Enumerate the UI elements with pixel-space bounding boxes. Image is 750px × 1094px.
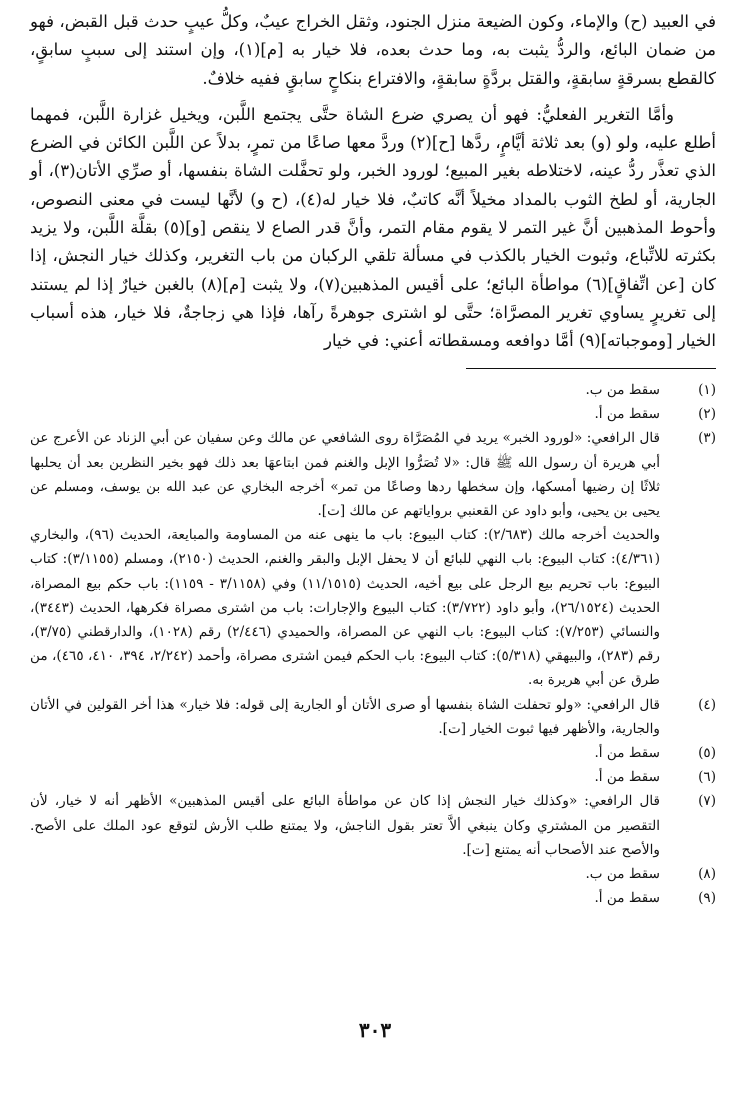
footnote-text: قال الرافعي: «وكذلك خيار النجش إذا كان عن مواطأة البائع على أقيس المذهبين» الأظهر أنه لا خيار، لأن التقصير من المشتري وكان ينبغي ألاَّ تعتر بقول الناجش، ولا يمتنع طلب الأرش لتوقع عود الملك على الأصح. والأصح عند الأصحاب أنه يمتنع [ت]. <box>30 793 660 858</box>
footnote-text: سقط من ب. <box>585 866 660 883</box>
footnote <box>30 765 716 789</box>
footnote-text: سقط من أ. <box>594 406 660 423</box>
footnote-number: (٢) <box>698 406 716 423</box>
footnote-separator <box>466 368 716 369</box>
footnote <box>30 886 716 910</box>
footnote <box>30 741 716 765</box>
footnote-number: (٥) <box>698 745 716 762</box>
footnote-number: (٨) <box>698 866 716 883</box>
page-number: ٣٠٣ <box>358 1018 392 1042</box>
footnote-text: سقط من أ. <box>594 890 660 907</box>
footnote-number: (٣) <box>698 430 716 447</box>
footnote-number: (٩) <box>698 890 716 907</box>
footnote-text: قال الرافعي: «ولو تحفلت الشاة بنفسها أو صرى الأتان أو الجارية إلى قوله: فلا خيار» هذا أخر القولين في الأتان والجارية، والأظهر فيها ثبوت الخيار [ت]. <box>30 696 660 737</box>
main-paragraph-1: في العبيد (ح) والإماء، وكون الضيعة منزل الجنود، وثقل الخراج عيبٌ، وكلُّ عيبٍ حدث قبل القبض، فهو من ضمان البائع، والردُّ يثبت به، وما حدث بعده، فلا خيار به [م](١)، وإن استند إلى سببٍ سابقٍ، كالقطع بسرقةٍ سابقةٍ، والقتل بردَّةٍ سابقةٍ، والافتراع بنكاحٍ سابقٍ ففيه خلافٌ. <box>30 12 716 88</box>
footnote <box>30 693 716 741</box>
footnote-text: سقط من أ. <box>594 745 660 762</box>
footnote <box>30 789 716 862</box>
footnotes <box>30 378 716 910</box>
footnote <box>30 402 716 426</box>
footnote <box>30 862 716 886</box>
main-paragraph-2: وأمَّا التغرير الفعليُّ: فهو أن يصري ضرع الشاة حتَّى يجتمع اللَّبن، ويخيل غزارة اللَّبن، فمهما أطلع عليه، ولو (و) بعد ثلاثة أيَّامٍ، ردَّها [ح](٢) وردَّ معها صاعًا من تمرٍ، بدلاً عن اللَّبن الكائن في الضرع الذي تعذَّر ردُّ عينه، لاختلاطه بغير المبيع؛ لورود الخبر، ولو تحفَّلت الشاة بنفسها، أو صرِّي الأتان(٣)، أو الجارية، أو لطخ الثوب بالمداد مخيلاً أنَّه كاتبٌ، فلا خيار له(٤)، (ح و) لأنَّها ليست في معنى النصوص، وأحوط المذهبين أنَّ غير التمر لا يقوم مقام التمر، وأنَّ قدر الصاع لا ينقص [و](٥) بقلَّة اللَّبن، ولا يزيد بكثرته للاتِّباع، وثبوت الخيار بالكذب في مسألة تلقي الركبان من باب التغرير، وكذلك خيار النجش، إذا كان [عن اتِّفاقٍ](٦) مواطأة البائع؛ على أقيس المذهبين(٧)، ولا يثبت [م](٨) بالغبن خيارٌ إذا لم يستند إلى تغريرٍ يساوي تغرير المصرَّاة؛ حتَّى لو اشترى جوهرةً رآها، فإذا هي زجاجةٌ، فلا خيار، هذه أسباب الخيار [وموجباته](٩) أمَّا دوافعه ومسقطاته أعني: في خيار <box>30 104 717 351</box>
main-text <box>30 8 716 356</box>
footnote-number: (٧) <box>698 793 716 810</box>
footnote-number: (١) <box>698 382 716 398</box>
footnote <box>30 426 716 692</box>
footnote-number: (٤) <box>698 696 716 713</box>
footnote-number: (٦) <box>698 769 716 786</box>
footnote-text: سقط من أ. <box>594 769 660 786</box>
footnote-text: والحديث أخرجه مالك (٢/٦٨٣): كتاب البيوع: باب ما ينهى عنه من المساومة والمبايعة، الحديث (٩٦)، والبخاري (٤/٣٦١): كتاب البيوع: باب النهي للبائع أن لا يحفل الإبل والبقر والغنم، الحديث (٢١٥٠)، ومسلم (٣/١١٥٥): كتاب البيوع: باب تحريم بيع الرجل على بيع أخيه، الحديث (١١/١٥١٥) وفي (٣/١١٥٨ - ١١٥٩): باب حكم بيع المصراة، الحديث (٢٦/١٥٢٤)، وأبو داود (٣/٧٢٢): كتاب البيوع والإجارات: باب من اشترى مصراة فكرهها، الحديث (٣٤٤٣)، والنسائي (٧/٢٥٣): كتاب البيوع: باب النهي عن المصراة، والحميدي (٢/٤٤٦) رقم (١٠٢٨)، والدارقطني (٣/٧٥)، رقم (٢٨٣)، والبيهقي (٥/٣١٨): كتاب البيوع: باب الحكم فيمن اشترى مصراة، وأحمد (٢/٢٤٢، ٣٩٤، ٤١٠، ٤٦٥)، من طرق عن أبي هريرة به. <box>30 527 661 689</box>
footnote <box>30 378 716 402</box>
footnote-text: قال الرافعي: «لورود الخبر» يريد في المُصَرَّاة روى الشافعي عن مالك وعن سفيان عن أبي الزناد عن الأعرج عن أبي هريرة أن رسول الله ﷺ قال: «لا تُصَرُّوا الإبل والغنم فمن ابتاعهَا بعد ذلك فهو بخير النظرين بعد أن يحلبها ثلاثًا إن رضيها أمسكها، وإن سخطها ردها وصاعًا من تمر» أخرجه البخاري عن عبد الله بن يوسف، ومسلم عن يحيى بن يحيى، وأبو داود عن القعنبي برواياتهم عن مالك [ت]. <box>30 430 660 520</box>
footnote-text: سقط من ب. <box>585 382 660 398</box>
